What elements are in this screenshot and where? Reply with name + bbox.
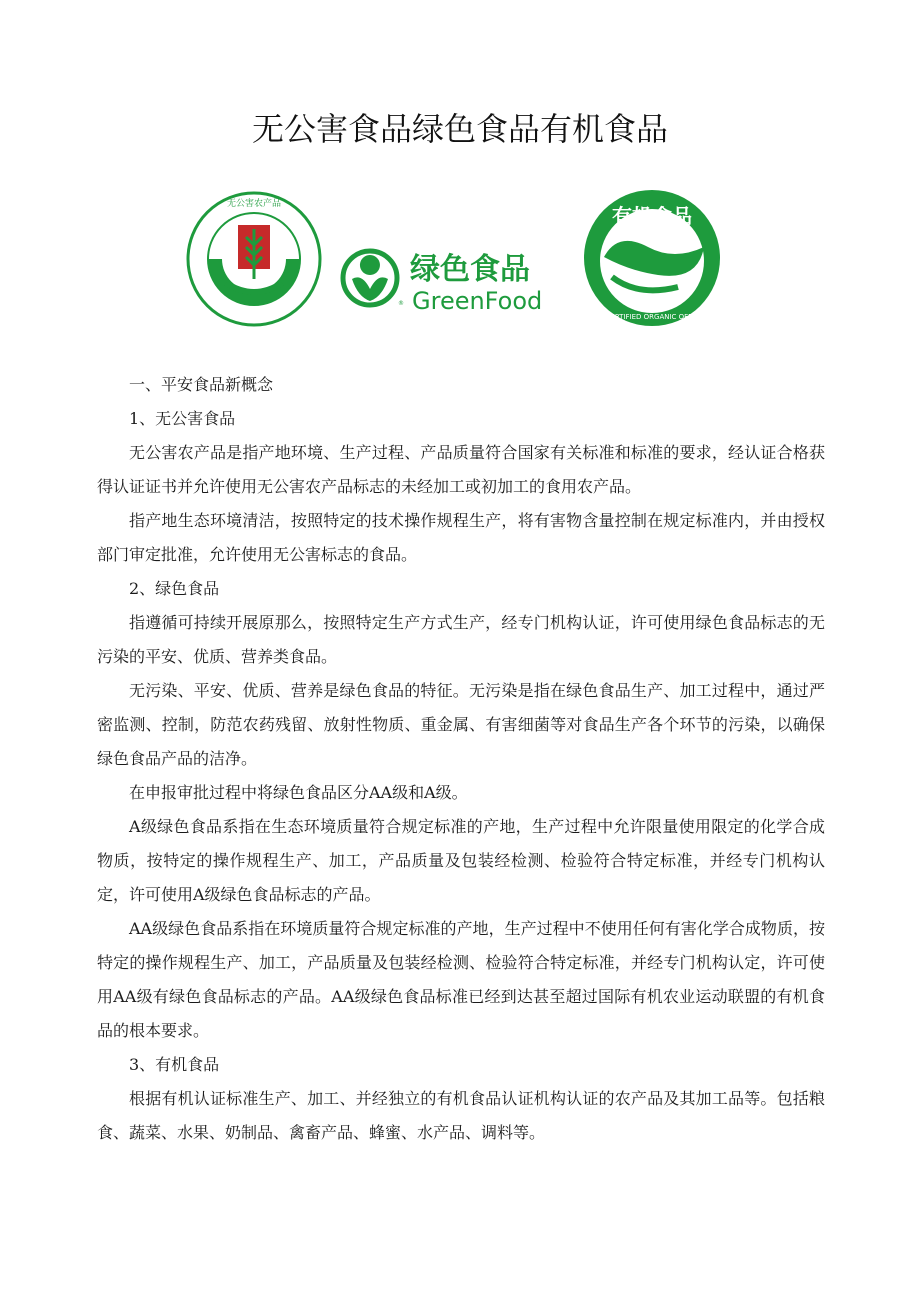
body-paragraph: 根据有机认证标准生产、加工、并经独立的有机食品认证机构认证的农产品及其加工品等。包括粮食、蔬菜、水果、奶制品、禽畜产品、蜂蜜、水产品、调料等。 — [97, 1089, 825, 1142]
greenfood-cn-text: 绿色食品 — [410, 252, 530, 287]
greenfood-logo — [340, 243, 560, 313]
subsection-heading: 3、有机食品 — [129, 1055, 220, 1074]
youji-cn-text: 有机食品 — [612, 204, 692, 228]
document-body — [97, 368, 825, 1150]
body-paragraph: 无污染、平安、优质、营养是绿色食品的特征。无污染是指在绿色食品生产、加工过程中，通过严密监测、控制，防范农药残留、放射性物质、重金属、有害细菌等对食品生产各个环节的污染，以确保绿色食品产品的洁净。 — [97, 681, 825, 768]
youji-ring-text: CERTIFIED ORGANIC OFDC — [605, 313, 699, 321]
page-title: 无公害食品绿色食品有机食品 — [251, 110, 668, 148]
body-paragraph: 指产地生态环境清洁，按照特定的技术操作规程生产，将有害物含量控制在规定标准内，并由授权部门审定批准，允许使用无公害标志的食品。 — [97, 511, 825, 564]
registered-mark: ® — [398, 300, 404, 307]
body-paragraph: A级绿色食品系指在生态环境质量符合规定标准的产地，生产过程中允许限量使用限定的化学合成物质，按特定的操作规程生产、加工，产品质量及包装经检测、检验符合特定标准，并经专门机构认定，许可使用A级绿色食品标志的产品。 — [97, 817, 825, 904]
youji-logo — [578, 187, 726, 329]
body-paragraph: AA级绿色食品系指在环境质量符合规定标准的产地，生产过程中不使用任何有害化学合成物质，按特定的操作规程生产、加工，产品质量及包装经检测、检验符合特定标准，并经专门机构认定，许可使用AA级有绿色食品标志的产品。AA级绿色食品标准已经到达甚至超过国际有机农业运动联盟的有机食品的根本要求。 — [97, 919, 825, 1040]
wugonghai-logo — [186, 191, 322, 327]
body-paragraph: 在申报审批过程中将绿色食品区分AA级和A级。 — [129, 783, 468, 802]
greenfood-en-text: GreenFood — [412, 287, 543, 313]
section-heading: 一、平安食品新概念 — [129, 375, 274, 394]
subsection-heading: 2、绿色食品 — [129, 579, 220, 598]
logo-row — [180, 185, 740, 335]
body-paragraph: 指遵循可持续开展原那么，按照特定生产方式生产，经专门机构认证，许可使用绿色食品标志的无污染的平安、优质、营养类食品。 — [97, 613, 825, 666]
wugonghai-ring-text: 无公害农产品 — [226, 199, 282, 209]
body-paragraph: 无公害农产品是指产地环境、生产过程、产品质量符合国家有关标准和标准的要求，经认证合格获得认证证书并允许使用无公害农产品标志的未经加工或初加工的食用农产品。 — [97, 443, 825, 496]
subsection-heading: 1、无公害食品 — [129, 409, 236, 428]
